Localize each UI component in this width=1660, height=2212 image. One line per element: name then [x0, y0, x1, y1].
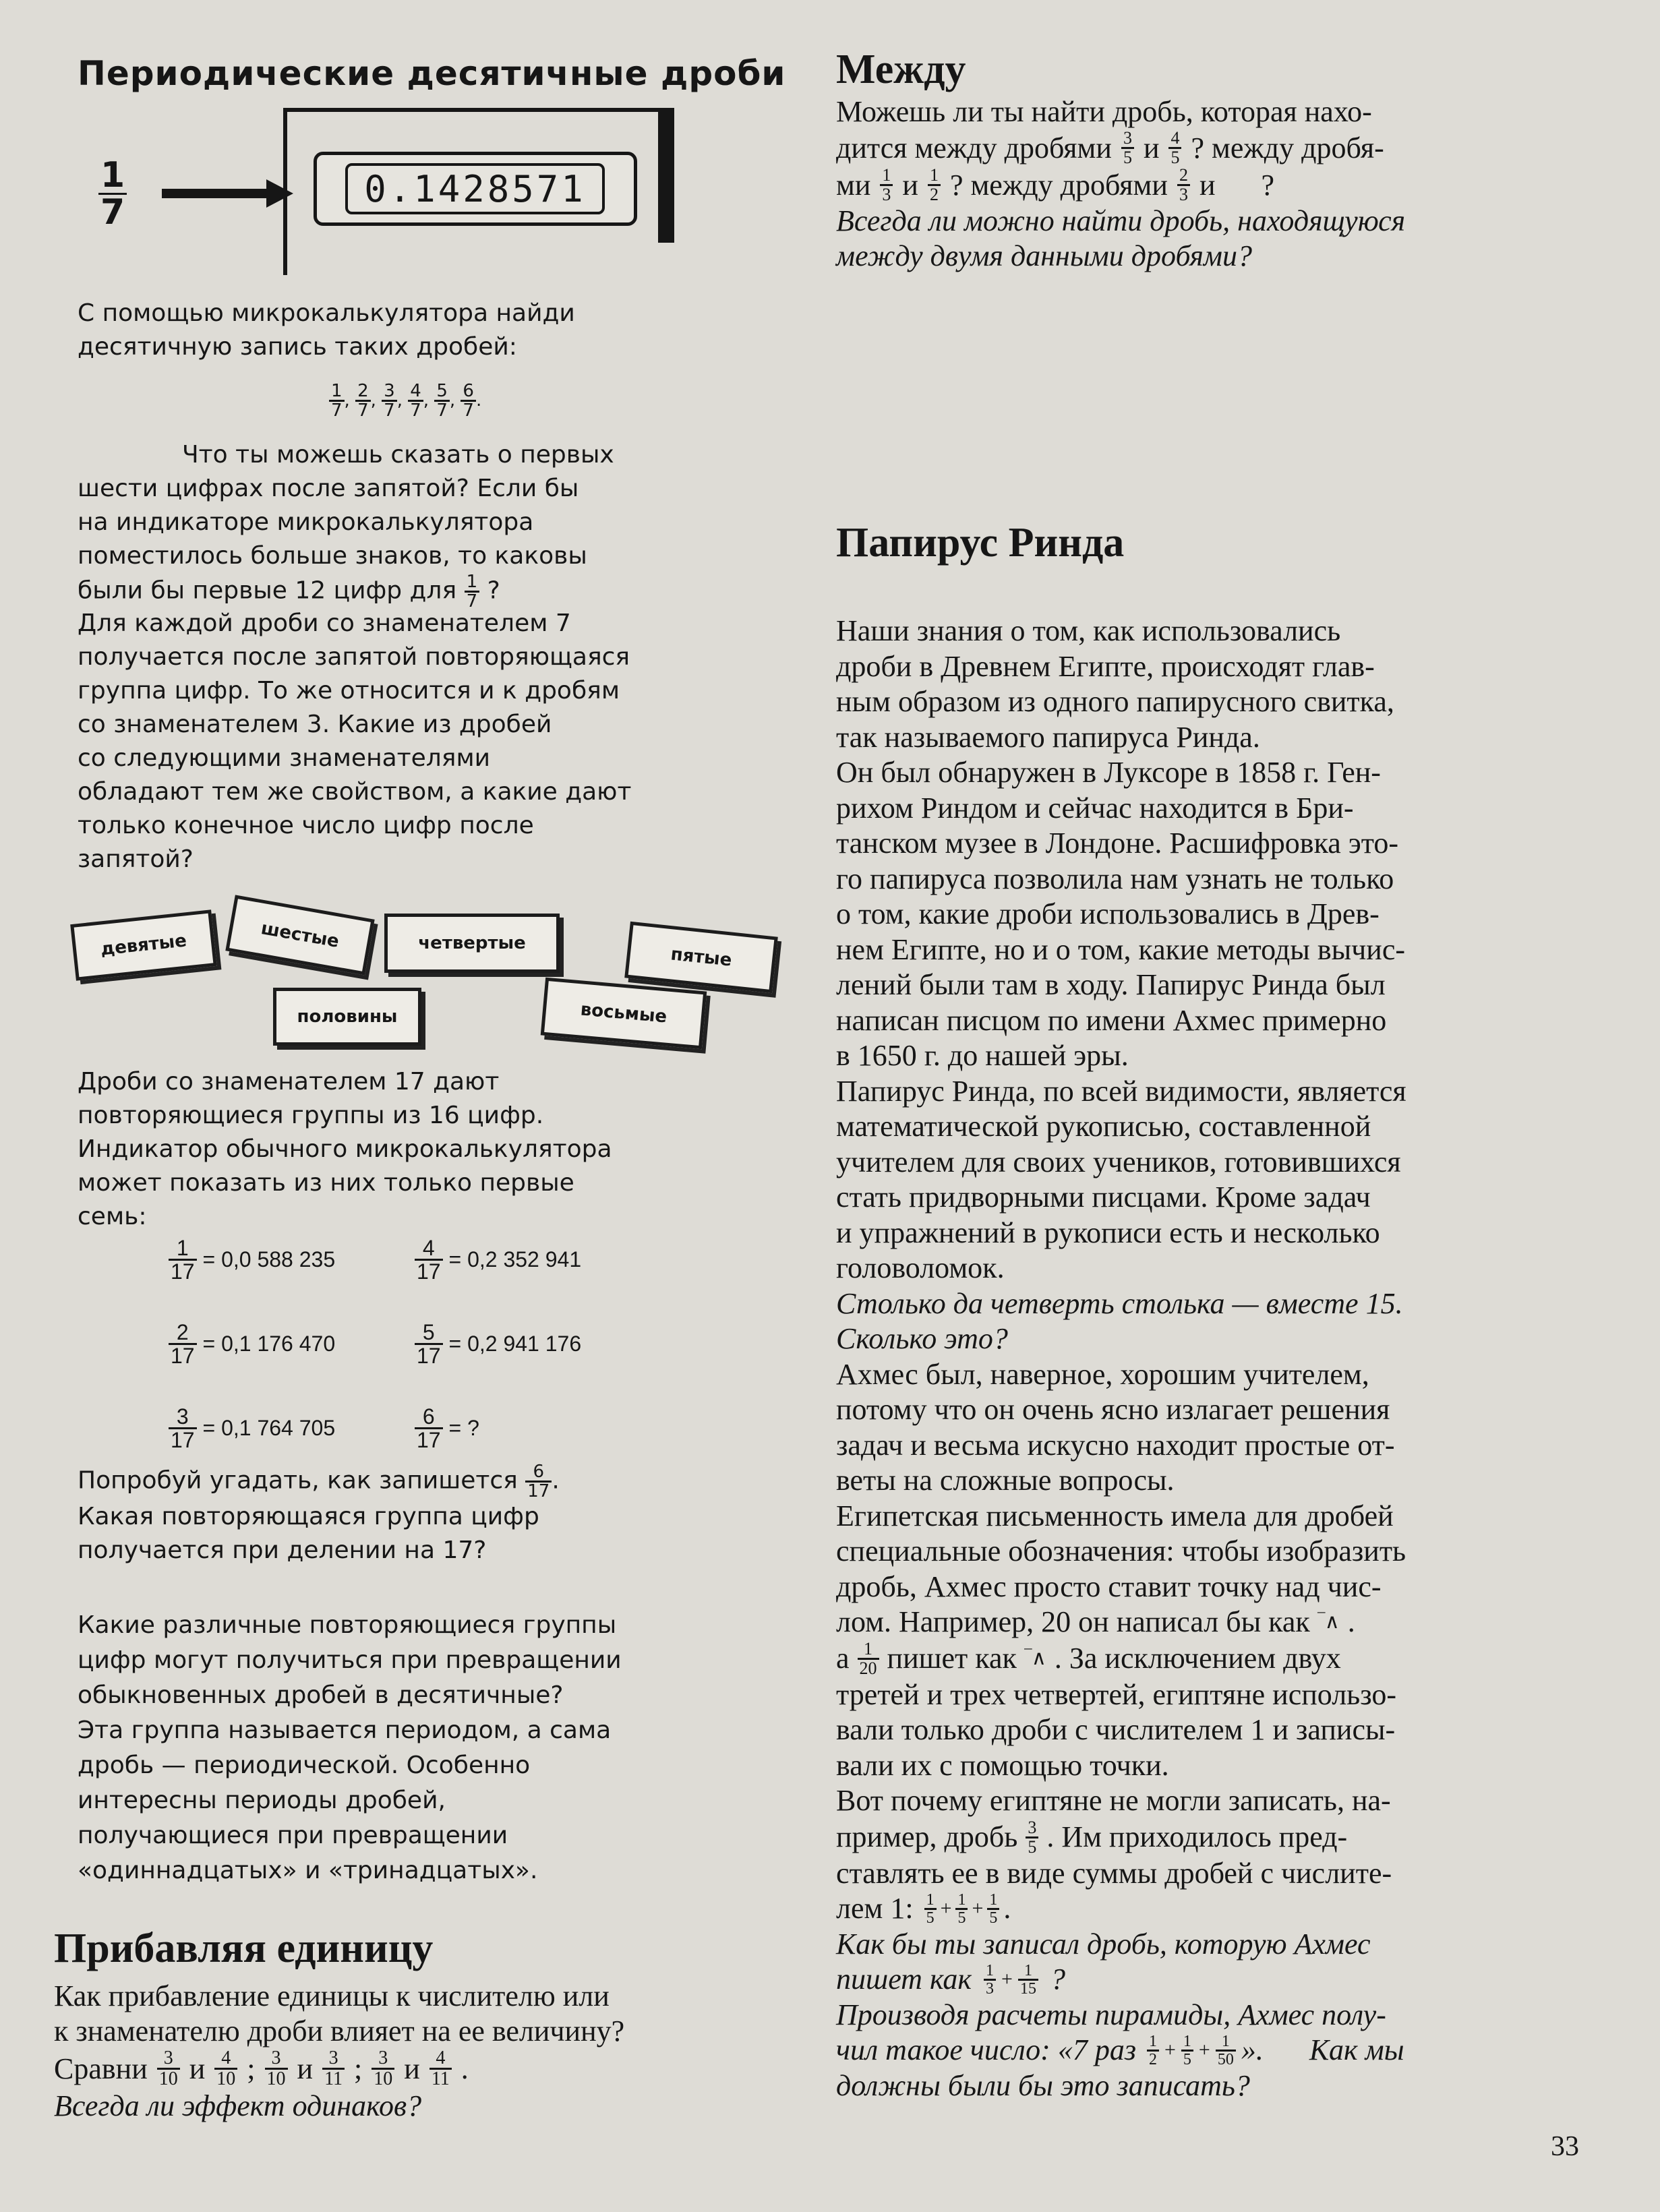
between-text: Можешь ли ты найти дробь, которая нахо- дится между дробями $\frac{3}{5}$ и $\frac{4}{5}$ ? между дробя- ми $\frac{1}{3}$ и $\frac{1}{2}$ ? между дробями $\frac{2}{3}$ и ? Всегда ли можно найти дробь, находящуюся между двумя данными дробями? [836, 95, 1406, 272]
page-number: 33 [1551, 2131, 1579, 2162]
card-ninths: девятые [70, 909, 217, 980]
rhind-text: Наши знания о том, как использовались дроби в Древнем Египте, происходят глав- ным образом из одного папирусного свитка, так называемого папируса Ринда. Он был обнаружен в Луксоре в 1858 г. Ген- рихом Риндом и сейчас находится в Бри- танском музее в Лондоне. Расшифровка это- го папируса позволила нам узнать не только о том, какие дроби использовались в Древ- нем Египте, но и о том, какие методы вычис- лений были там в ходу. Папирус Ринда был написан писцом по имени Ахмес примерно в 1650 г. до нашей эры. Папирус Ринда, по всей видимости, является математической рукописью, составленной учителем для своих учеников, готовившихся стать придворными писцами. Кроме задач и упражнений в рукописи есть и несколько головоломок. Столько да четверть столька — вместе 15. Сколько это? Ахмес был, наверное, хорошим учителем, потому что он очень ясно излагает решения задач и весьма искусно находит простые от- веты на сложные вопросы. Египетская письменность имела для дробей специальные обозначения: чтобы изобразить дробь, Ахмес просто ставит точку над чис- лом. Например, 20 он написал бы как ‾∧ . а $\frac{1}{20}$ пишет как ‾∧ . За исключением двух третей и трех четвертей, египтяне использо- вали только дроби с числителем 1 и записы- вали их с помощью точки. Вот почему египтяне не могли записать, на- пример, дробь $\frac{3}{5}$ . Им приходилось пред- ставлять ее в виде суммы дробей с числите- лем 1: $\frac{1}{5}$ + $\frac{1}{5}$ + $\frac{1}{5}$ . Как бы ты записал дробь, которую Ахмес пишет как $\frac{1}{3}$ + $\frac{1}{15}$ ? Производя расчеты пирамиды, Ахмес полу- чил такое число: «7 раз $\frac{1}{2}$ + $\frac{1}{5}$ + $\frac{1}{50}$ ». Как мы должны были бы это записать? [836, 614, 1406, 2102]
paragraph-4: Попробуй угадать, как запишется $\frac{6}{17}$ . Какая повторяющаяся группа цифр получается при делении на 17? [78, 1462, 560, 1564]
equation-1-17: $\frac{1}{17}$ = 0,0 588 235 [169, 1237, 335, 1282]
equation-4-17: $\frac{4}{17}$ = 0,2 352 941 [415, 1237, 581, 1282]
right-column [809, 0, 1660, 2212]
card-sixths: шестые [225, 895, 374, 975]
equation-3-17: $\frac{3}{17}$ = 0,1 764 705 [169, 1406, 335, 1451]
calculator-display-inner [345, 163, 605, 214]
paragraph-1: Что ты можешь сказать о первых шести цифрах после запятой? Если бы на индикаторе микрокалькулятора поместилось больше знаков, то каковы были бы первые 12 цифр для $\frac{1}{7}$ ? [78, 441, 614, 611]
equation-2-17: $\frac{2}{17}$ = 0,1 176 470 [169, 1321, 335, 1367]
intro-text: С помощью микрокалькулятора найди десятичную запись таких дробей: [78, 299, 575, 361]
egyptian-20-glyph: ‾∧ [1317, 1611, 1340, 1633]
section-title-periodic: Периодические десятичные дроби [78, 54, 786, 93]
equation-6-17: $\frac{6}{17}$ = ? [415, 1406, 479, 1451]
frac-1-7: $\frac{1}{7}$ [465, 573, 480, 610]
add-one-text: Как прибавление единицы к числителю или к знаменателю дроби влияет на ее величину? Сравни $\frac{3}{10}$ и $\frac{4}{10}$ ; $\frac{3}{10}$ и $\frac{3}{11}$ ; $\frac{3}{10}$ и $\frac{4}{11}$ . Всегда ли эффект одинаков? [54, 1979, 625, 2122]
paragraph-2: Для каждой дроби со знаменателем 7 получается после запятой повторяющаяся группа цифр. То же относится и к дробям со знаменателем 3. Какие из дробей со следующими знаменателями обладают тем же свойством, а какие дают только конечное число цифр после запятой? [78, 609, 632, 873]
figure-fraction: $\frac{1}{7}$ [98, 158, 127, 230]
section-title-between: Между [836, 47, 966, 92]
card-quarters: четвертые [384, 914, 560, 973]
card-fifths: пятые [624, 922, 778, 994]
paragraph-5: Какие различные повторяющиеся группы цифр могут получиться при превращении обыкновенных дробей в десятичные? Эта группа называется периодом, а сама дробь — периодической. Особенно интересны периоды дробей, получающиеся при превращении «одиннадцатых» и «тринадцатых». [78, 1611, 622, 1884]
section-title-rhind: Папирус Ринда [836, 520, 1125, 566]
arrow-icon [162, 189, 270, 198]
card-halves: половины [273, 988, 421, 1046]
egyptian-1-20-glyph: ‾∧ [1024, 1646, 1046, 1669]
paragraph-3: Дроби со знаменателем 17 дают повторяющиеся группы из 16 цифр. Индикатор обычного микрокалькулятора может показать из них только первые семь: [78, 1068, 612, 1230]
left-column [0, 0, 809, 2212]
equation-5-17: $\frac{5}{17}$ = 0,2 941 176 [415, 1321, 581, 1367]
display-value: 0.1428571 [364, 167, 586, 210]
frac-6-17: $\frac{6}{17}$ [525, 1463, 552, 1500]
card-eighths: восьмые [541, 978, 707, 1050]
sevenths-list: $\frac{1}{7}$ , $\frac{2}{7}$ , $\frac{3}{7}$ , $\frac{4}{7}$ , $\frac{5}{7}$ , $\frac{6}{7}$ . [329, 382, 481, 419]
calculator-figure [94, 108, 701, 276]
section-title-add-one: Прибавляя единицу [54, 1925, 434, 1971]
calculator-side [658, 108, 674, 243]
